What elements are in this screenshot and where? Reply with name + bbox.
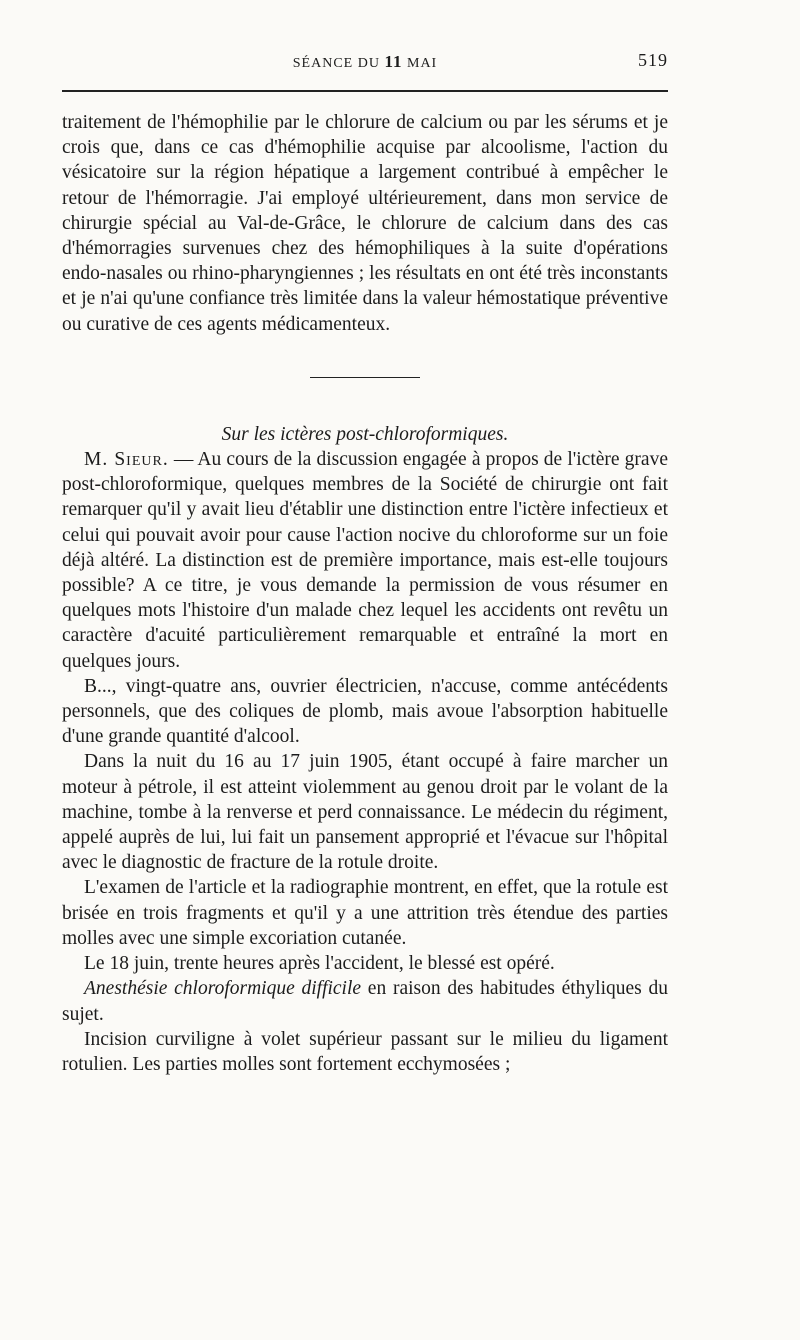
page-number: 519 <box>638 50 668 70</box>
header-title-month: MAI <box>407 56 438 71</box>
header-title-prefix: SÉANCE DU <box>292 56 380 71</box>
paragraph: Incision curviligne à volet supérieur passant sur le milieu du ligament rotulien. Les parties molles sont fortement ecchymosées ; <box>62 1028 668 1075</box>
paragraph <box>62 447 668 674</box>
header-rule <box>62 90 668 92</box>
section-title: Sur les ictères post-chloroformiques. <box>221 423 509 445</box>
paragraph-text: — Au cours de la discussion engagée à propos de l'ictère grave post-chloroformique, quelques membres de la Société de chirurgie ont fait remarquer qu'il y avait lieu d'établir une distinction entre l'ictère infectieux et celui qui pouvait avoir pour cause l'action nocive du chloroforme sur un foie déjà altéré. La distinction est de première importance, mais est-elle toujours possible? A ce titre, je vous demande la permission de vous résumer en quelques mots l'histoire d'un malade chez lequel les accidents ont revêtu un caractère d'acuité particulièrement remarquable et entraîné la mort en quelques jours. <box>62 449 668 672</box>
paragraph <box>62 976 668 1026</box>
emphasis-text: Anesthésie chloroformique difficile <box>84 978 362 1000</box>
paragraph: traitement de l'hémophilie par le chlorure de calcium ou par les sérums et je crois que, dans ce cas d'hémophilie acquise par alcoolisme, l'action du vésicatoire sur la région hépatique a largement contribué à empêcher le retour de l'hémorragie. J'ai employé ultérieurement, dans mon service de chirurgie spécial au Val-de-Grâce, le chlorure de calcium dans des cas d'hémorragies survenues chez des hémophiliques à la suite d'opérations endo-nasales ou rhino-pharyngiennes ; les résultats en ont été très inconstants et je n'ai qu'une confiance très limitée dans la valeur hémostatique préventive ou curative de ces agents médicamenteux. <box>62 112 668 335</box>
header-title-day: 11 <box>384 52 403 71</box>
paragraph: B..., vingt-quatre ans, ouvrier électricien, n'accuse, comme antécédents personnels, que des coliques de plomb, mais avoue l'absorption habituelle d'une grande quantité d'alcool. <box>62 675 668 748</box>
header-title <box>62 52 668 72</box>
running-header <box>62 52 668 74</box>
paragraph: L'examen de l'article et la radiographie montrent, en effet, que la rotule est brisée en trois fragments et qu'il y a une attrition très étendue des parties molles avec une simple excoriation cutanée. <box>62 877 668 949</box>
body-text <box>62 110 668 1077</box>
paragraph-text: en raison des habitudes éthyliques du sujet. <box>62 978 668 1025</box>
section-separator <box>310 377 420 378</box>
speaker-name: M. Sieur. <box>84 449 169 471</box>
paragraph: Dans la nuit du 16 au 17 juin 1905, étant occupé à faire marcher un moteur à pétrole, il est atteint violemment au genou droit par le volant de la machine, tombe à la renverse et perd connaissance. Le médecin du régiment, appelé auprès de lui, lui fait un pansement approprié et l'évacue sur l'hôpital avec le diagnostic de fracture de la rotule droite. <box>62 751 668 874</box>
paragraph: Le 18 juin, trente heures après l'accident, le blessé est opéré. <box>84 953 555 975</box>
